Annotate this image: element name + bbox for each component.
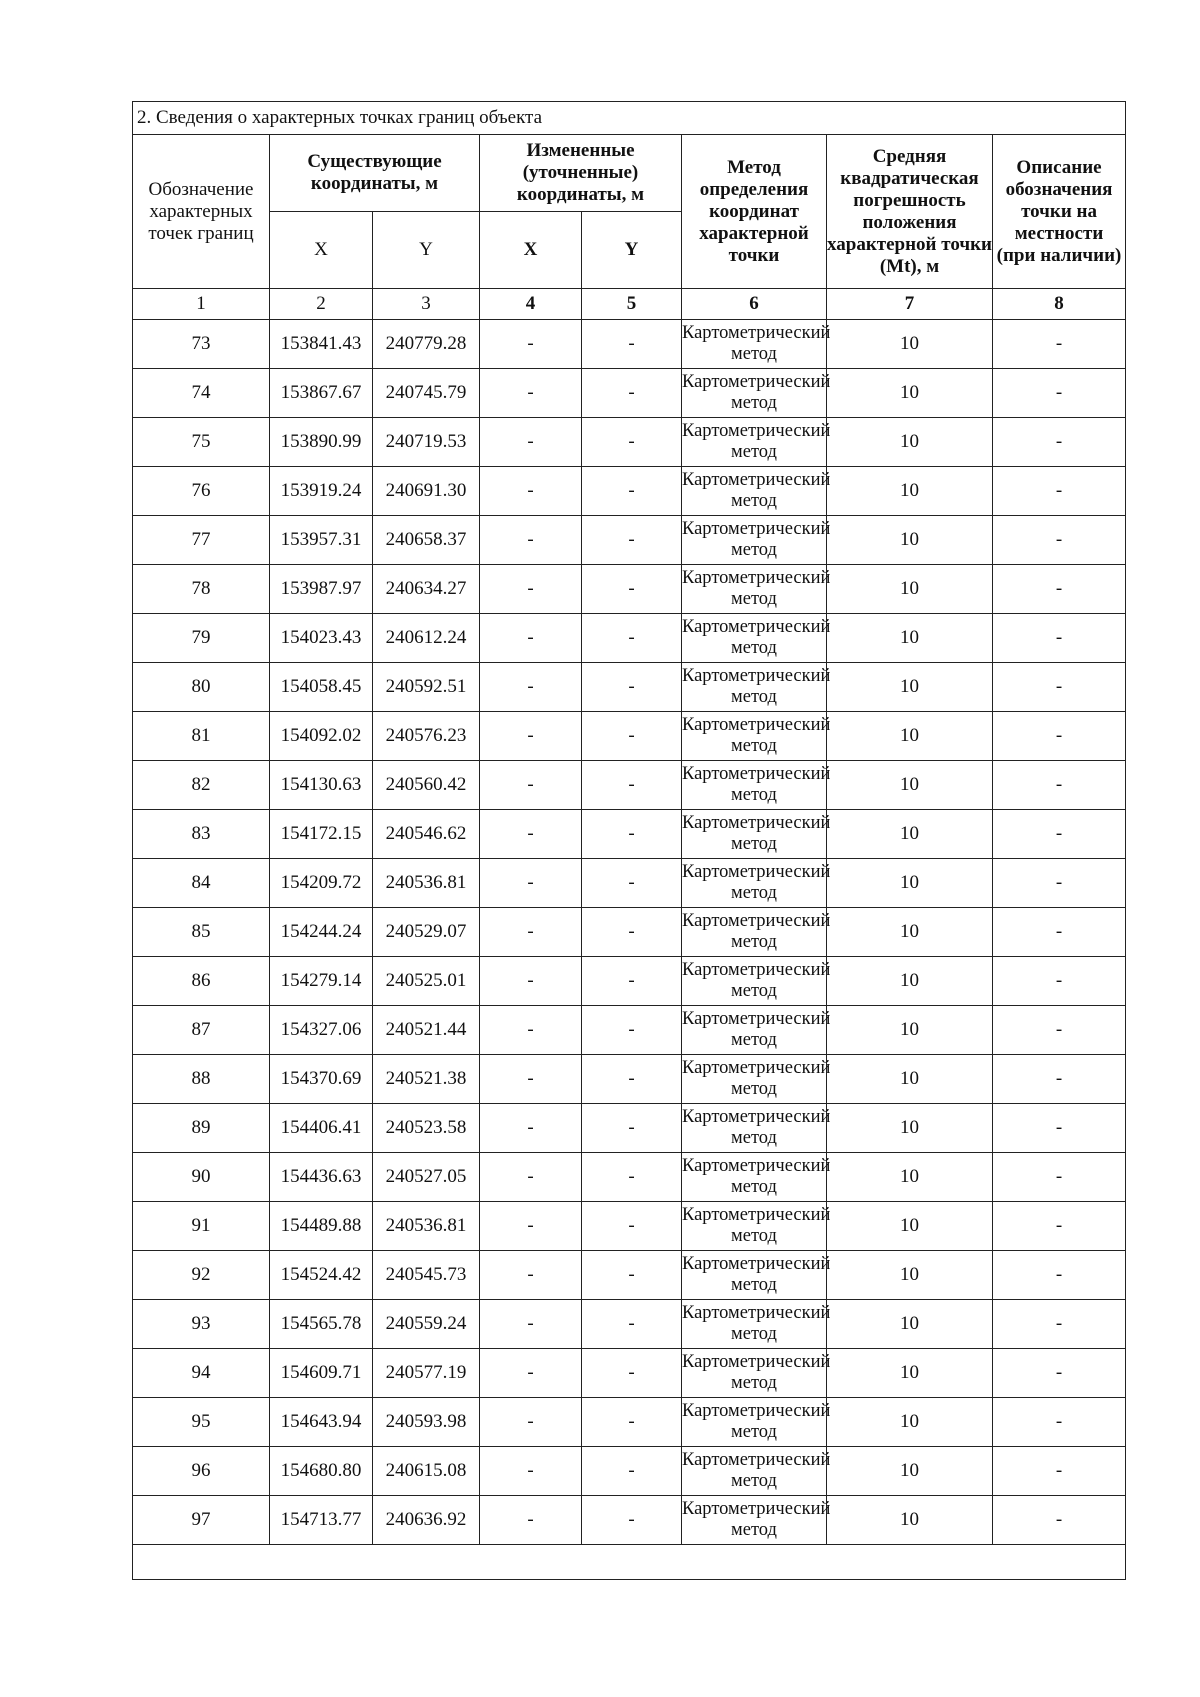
table-row (133, 1496, 1126, 1545)
existing-y-cell: 240521.38 (373, 1055, 480, 1104)
changed-y-cell: - (582, 1202, 682, 1251)
existing-x-cell: 153957.31 (270, 516, 373, 565)
header-changed-coordinates: Измененные (уточненные) координаты, м (480, 135, 682, 212)
description-cell: - (993, 908, 1126, 957)
method-cell: Картометрический метод (682, 1006, 827, 1055)
table-row (133, 663, 1126, 712)
method-cell: Картометрический метод (682, 1055, 827, 1104)
mean-square-error-cell: 10 (827, 614, 993, 663)
changed-x-cell: - (480, 320, 582, 369)
header-changed-x: X (480, 212, 582, 289)
changed-x-cell: - (480, 1349, 582, 1398)
changed-y-cell: - (582, 1300, 682, 1349)
method-cell: Картометрический метод (682, 516, 827, 565)
existing-y-cell: 240593.98 (373, 1398, 480, 1447)
method-cell: Картометрический метод (682, 1349, 827, 1398)
table-row (133, 418, 1126, 467)
column-number: 1 (133, 289, 270, 320)
existing-x-cell: 153841.43 (270, 320, 373, 369)
existing-x-cell: 154643.94 (270, 1398, 373, 1447)
existing-x-cell: 153919.24 (270, 467, 373, 516)
mean-square-error-cell: 10 (827, 418, 993, 467)
method-cell: Картометрический метод (682, 614, 827, 663)
existing-y-cell: 240536.81 (373, 1202, 480, 1251)
point-label-cell: 95 (133, 1398, 270, 1447)
existing-x-cell: 154092.02 (270, 712, 373, 761)
changed-x-cell: - (480, 1104, 582, 1153)
point-label-cell: 88 (133, 1055, 270, 1104)
table-row (133, 565, 1126, 614)
method-cell: Картометрический метод (682, 859, 827, 908)
column-number: 2 (270, 289, 373, 320)
existing-y-cell: 240612.24 (373, 614, 480, 663)
empty-footer-cell (133, 1545, 1126, 1580)
method-cell: Картометрический метод (682, 418, 827, 467)
existing-x-cell: 154058.45 (270, 663, 373, 712)
changed-x-cell: - (480, 1300, 582, 1349)
point-label-cell: 74 (133, 369, 270, 418)
mean-square-error-cell: 10 (827, 1153, 993, 1202)
mean-square-error-cell: 10 (827, 810, 993, 859)
description-cell: - (993, 712, 1126, 761)
changed-y-cell: - (582, 1496, 682, 1545)
existing-y-cell: 240546.62 (373, 810, 480, 859)
mean-square-error-cell: 10 (827, 859, 993, 908)
column-number: 3 (373, 289, 480, 320)
existing-x-cell: 154244.24 (270, 908, 373, 957)
mean-square-error-cell: 10 (827, 663, 993, 712)
method-cell: Картометрический метод (682, 1202, 827, 1251)
changed-x-cell: - (480, 1447, 582, 1496)
existing-x-cell: 154172.15 (270, 810, 373, 859)
changed-y-cell: - (582, 1447, 682, 1496)
changed-y-cell: - (582, 1398, 682, 1447)
existing-y-cell: 240745.79 (373, 369, 480, 418)
mean-square-error-cell: 10 (827, 712, 993, 761)
description-cell: - (993, 1447, 1126, 1496)
point-label-cell: 90 (133, 1153, 270, 1202)
table-row (133, 761, 1126, 810)
point-label-cell: 83 (133, 810, 270, 859)
changed-y-cell: - (582, 467, 682, 516)
description-cell: - (993, 1055, 1126, 1104)
mean-square-error-cell: 10 (827, 565, 993, 614)
point-label-cell: 75 (133, 418, 270, 467)
method-cell: Картометрический метод (682, 369, 827, 418)
description-cell: - (993, 1398, 1126, 1447)
changed-y-cell: - (582, 663, 682, 712)
table-row (133, 1153, 1126, 1202)
changed-y-cell: - (582, 908, 682, 957)
changed-y-cell: - (582, 320, 682, 369)
existing-y-cell: 240559.24 (373, 1300, 480, 1349)
existing-x-cell: 154565.78 (270, 1300, 373, 1349)
changed-y-cell: - (582, 1055, 682, 1104)
changed-x-cell: - (480, 369, 582, 418)
method-cell: Картометрический метод (682, 1447, 827, 1496)
changed-x-cell: - (480, 614, 582, 663)
existing-x-cell: 154436.63 (270, 1153, 373, 1202)
description-cell: - (993, 467, 1126, 516)
point-label-cell: 82 (133, 761, 270, 810)
changed-x-cell: - (480, 418, 582, 467)
table-row (133, 1202, 1126, 1251)
existing-y-cell: 240691.30 (373, 467, 480, 516)
point-label-cell: 78 (133, 565, 270, 614)
method-cell: Картометрический метод (682, 1104, 827, 1153)
changed-x-cell: - (480, 1398, 582, 1447)
table-row (133, 712, 1126, 761)
column-numbers-row (133, 289, 1126, 320)
changed-x-cell: - (480, 1153, 582, 1202)
changed-x-cell: - (480, 1006, 582, 1055)
point-label-cell: 77 (133, 516, 270, 565)
point-label-cell: 76 (133, 467, 270, 516)
method-cell: Картометрический метод (682, 1153, 827, 1202)
existing-y-cell: 240560.42 (373, 761, 480, 810)
existing-y-cell: 240719.53 (373, 418, 480, 467)
method-cell: Картометрический метод (682, 761, 827, 810)
changed-y-cell: - (582, 1006, 682, 1055)
table-row (133, 369, 1126, 418)
description-cell: - (993, 320, 1126, 369)
column-number: 4 (480, 289, 582, 320)
table-row (133, 467, 1126, 516)
mean-square-error-cell: 10 (827, 761, 993, 810)
changed-x-cell: - (480, 810, 582, 859)
existing-y-cell: 240592.51 (373, 663, 480, 712)
existing-y-cell: 240634.27 (373, 565, 480, 614)
table-row (133, 1300, 1126, 1349)
mean-square-error-cell: 10 (827, 1496, 993, 1545)
existing-y-cell: 240525.01 (373, 957, 480, 1006)
existing-x-cell: 154279.14 (270, 957, 373, 1006)
mean-square-error-cell: 10 (827, 1398, 993, 1447)
description-cell: - (993, 1202, 1126, 1251)
table-row (133, 1349, 1126, 1398)
existing-y-cell: 240577.19 (373, 1349, 480, 1398)
table-row (133, 1104, 1126, 1153)
existing-x-cell: 154209.72 (270, 859, 373, 908)
changed-x-cell: - (480, 1251, 582, 1300)
point-label-cell: 79 (133, 614, 270, 663)
mean-square-error-cell: 10 (827, 1251, 993, 1300)
method-cell: Картометрический метод (682, 1251, 827, 1300)
description-cell: - (993, 369, 1126, 418)
method-cell: Картометрический метод (682, 467, 827, 516)
existing-y-cell: 240521.44 (373, 1006, 480, 1055)
method-cell: Картометрический метод (682, 1398, 827, 1447)
changed-y-cell: - (582, 1153, 682, 1202)
changed-x-cell: - (480, 712, 582, 761)
point-label-cell: 73 (133, 320, 270, 369)
mean-square-error-cell: 10 (827, 369, 993, 418)
existing-x-cell: 154680.80 (270, 1447, 373, 1496)
column-number: 8 (993, 289, 1126, 320)
point-label-cell: 80 (133, 663, 270, 712)
method-cell: Картометрический метод (682, 1496, 827, 1545)
existing-y-cell: 240523.58 (373, 1104, 480, 1153)
header-point-description: Описание обозначения точки на местности (при наличии) (993, 135, 1126, 289)
column-number: 5 (582, 289, 682, 320)
changed-x-cell: - (480, 663, 582, 712)
existing-x-cell: 153987.97 (270, 565, 373, 614)
table-row (133, 1055, 1126, 1104)
existing-y-cell: 240529.07 (373, 908, 480, 957)
mean-square-error-cell: 10 (827, 1006, 993, 1055)
description-cell: - (993, 1006, 1126, 1055)
header-existing-y: Y (373, 212, 480, 289)
changed-x-cell: - (480, 516, 582, 565)
point-label-cell: 92 (133, 1251, 270, 1300)
description-cell: - (993, 614, 1126, 663)
existing-x-cell: 154524.42 (270, 1251, 373, 1300)
method-cell: Картометрический метод (682, 663, 827, 712)
existing-x-cell: 154609.71 (270, 1349, 373, 1398)
table-row (133, 614, 1126, 663)
table-row (133, 957, 1126, 1006)
changed-x-cell: - (480, 859, 582, 908)
existing-x-cell: 154327.06 (270, 1006, 373, 1055)
method-cell: Картометрический метод (682, 957, 827, 1006)
changed-y-cell: - (582, 761, 682, 810)
header-method: Метод определения координат характерной точки (682, 135, 827, 289)
description-cell: - (993, 859, 1126, 908)
point-label-cell: 96 (133, 1447, 270, 1496)
changed-x-cell: - (480, 761, 582, 810)
existing-x-cell: 154023.43 (270, 614, 373, 663)
column-number: 7 (827, 289, 993, 320)
mean-square-error-cell: 10 (827, 320, 993, 369)
header-existing-x: X (270, 212, 373, 289)
point-label-cell: 93 (133, 1300, 270, 1349)
changed-y-cell: - (582, 712, 682, 761)
existing-x-cell: 154370.69 (270, 1055, 373, 1104)
point-label-cell: 89 (133, 1104, 270, 1153)
method-cell: Картометрический метод (682, 810, 827, 859)
existing-y-cell: 240576.23 (373, 712, 480, 761)
mean-square-error-cell: 10 (827, 1300, 993, 1349)
mean-square-error-cell: 10 (827, 1104, 993, 1153)
table-row (133, 1398, 1126, 1447)
changed-x-cell: - (480, 467, 582, 516)
changed-y-cell: - (582, 516, 682, 565)
changed-y-cell: - (582, 810, 682, 859)
existing-x-cell: 153867.67 (270, 369, 373, 418)
method-cell: Картометрический метод (682, 320, 827, 369)
table-row (133, 516, 1126, 565)
description-cell: - (993, 1104, 1126, 1153)
existing-x-cell: 154713.77 (270, 1496, 373, 1545)
point-label-cell: 97 (133, 1496, 270, 1545)
header-designation: Обозначение характерных точек границ (133, 135, 270, 289)
changed-x-cell: - (480, 565, 582, 614)
mean-square-error-cell: 10 (827, 908, 993, 957)
table-row (133, 320, 1126, 369)
description-cell: - (993, 1153, 1126, 1202)
description-cell: - (993, 761, 1126, 810)
mean-square-error-cell: 10 (827, 957, 993, 1006)
boundary-points-sheet (132, 101, 1125, 1580)
existing-y-cell: 240779.28 (373, 320, 480, 369)
mean-square-error-cell: 10 (827, 1447, 993, 1496)
table-row (133, 1006, 1126, 1055)
changed-y-cell: - (582, 369, 682, 418)
description-cell: - (993, 418, 1126, 467)
existing-y-cell: 240527.05 (373, 1153, 480, 1202)
method-cell: Картометрический метод (682, 712, 827, 761)
changed-x-cell: - (480, 1496, 582, 1545)
header-changed-y: Y (582, 212, 682, 289)
mean-square-error-cell: 10 (827, 467, 993, 516)
changed-x-cell: - (480, 1055, 582, 1104)
table-row (133, 810, 1126, 859)
changed-y-cell: - (582, 859, 682, 908)
boundary-points-table (132, 101, 1126, 1580)
mean-square-error-cell: 10 (827, 1349, 993, 1398)
changed-y-cell: - (582, 957, 682, 1006)
header-existing-coordinates: Существующие координаты, м (270, 135, 480, 212)
table-row (133, 859, 1126, 908)
description-cell: - (993, 1349, 1126, 1398)
point-label-cell: 84 (133, 859, 270, 908)
description-cell: - (993, 810, 1126, 859)
point-label-cell: 94 (133, 1349, 270, 1398)
mean-square-error-cell: 10 (827, 1055, 993, 1104)
description-cell: - (993, 1496, 1126, 1545)
header-mean-square-error: Средняя квадратическая погрешность положения характерной точки (Mt), м (827, 135, 993, 289)
existing-x-cell: 154489.88 (270, 1202, 373, 1251)
changed-y-cell: - (582, 565, 682, 614)
existing-y-cell: 240636.92 (373, 1496, 480, 1545)
method-cell: Картометрический метод (682, 908, 827, 957)
table-row (133, 1251, 1126, 1300)
changed-y-cell: - (582, 1104, 682, 1153)
description-cell: - (993, 1300, 1126, 1349)
existing-y-cell: 240615.08 (373, 1447, 480, 1496)
existing-y-cell: 240545.73 (373, 1251, 480, 1300)
section-title: 2. Сведения о характерных точках границ объекта (133, 102, 1126, 135)
existing-x-cell: 154130.63 (270, 761, 373, 810)
point-label-cell: 86 (133, 957, 270, 1006)
point-label-cell: 81 (133, 712, 270, 761)
empty-footer-row (133, 1545, 1126, 1580)
changed-x-cell: - (480, 908, 582, 957)
mean-square-error-cell: 10 (827, 1202, 993, 1251)
changed-y-cell: - (582, 1251, 682, 1300)
existing-y-cell: 240536.81 (373, 859, 480, 908)
mean-square-error-cell: 10 (827, 516, 993, 565)
description-cell: - (993, 565, 1126, 614)
point-label-cell: 87 (133, 1006, 270, 1055)
description-cell: - (993, 663, 1126, 712)
existing-x-cell: 153890.99 (270, 418, 373, 467)
point-label-cell: 85 (133, 908, 270, 957)
method-cell: Картометрический метод (682, 1300, 827, 1349)
changed-x-cell: - (480, 957, 582, 1006)
changed-y-cell: - (582, 614, 682, 663)
description-cell: - (993, 1251, 1126, 1300)
table-row (133, 1447, 1126, 1496)
changed-x-cell: - (480, 1202, 582, 1251)
point-label-cell: 91 (133, 1202, 270, 1251)
existing-x-cell: 154406.41 (270, 1104, 373, 1153)
method-cell: Картометрический метод (682, 565, 827, 614)
description-cell: - (993, 516, 1126, 565)
changed-y-cell: - (582, 418, 682, 467)
column-number: 6 (682, 289, 827, 320)
changed-y-cell: - (582, 1349, 682, 1398)
table-row (133, 908, 1126, 957)
description-cell: - (993, 957, 1126, 1006)
existing-y-cell: 240658.37 (373, 516, 480, 565)
